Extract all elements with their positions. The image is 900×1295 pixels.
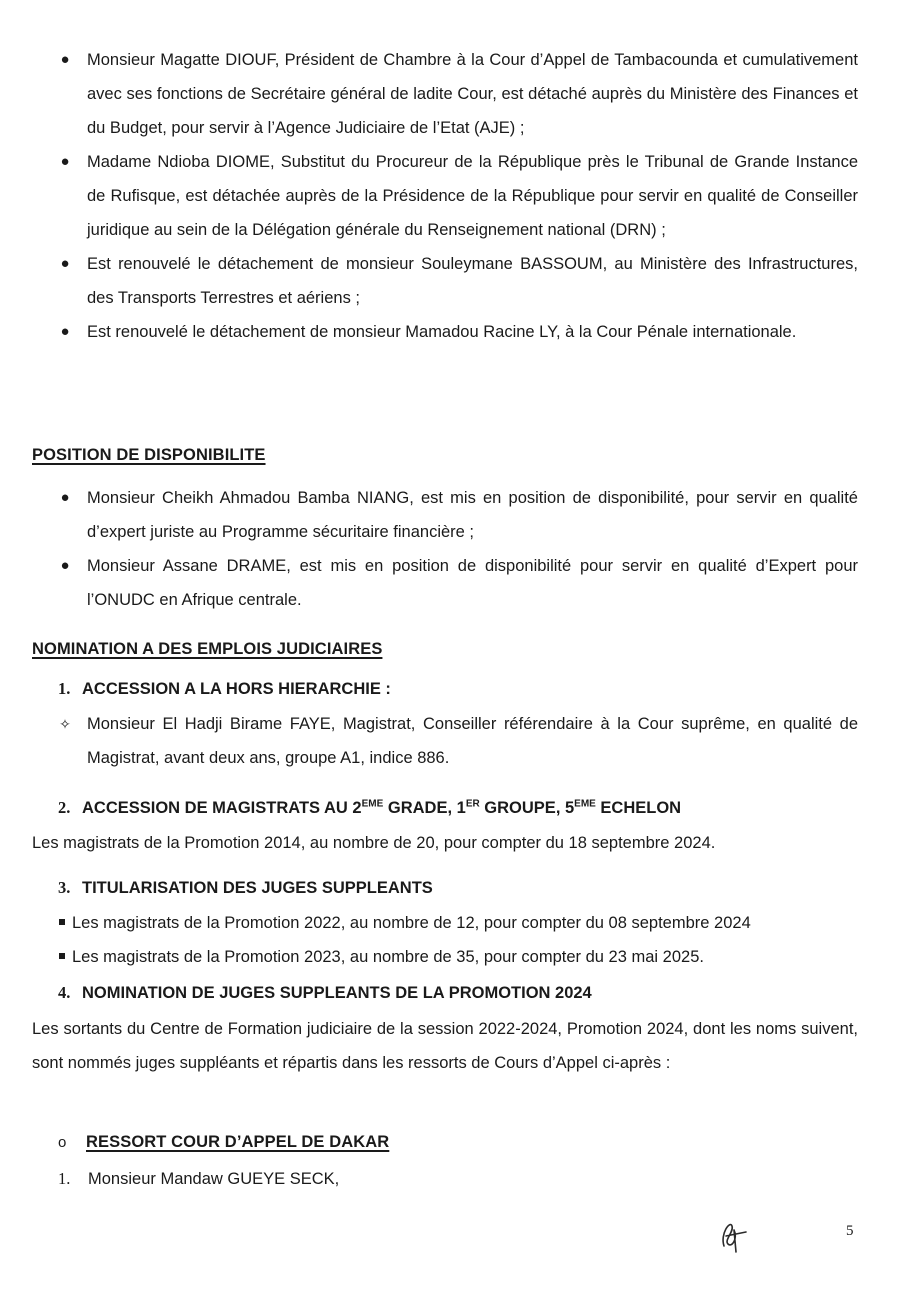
handwritten-paraph (712, 1214, 752, 1254)
subsection-title: TITULARISATION DES JUGES SUPPLEANTS (82, 879, 433, 897)
disponibilite-list (32, 481, 858, 617)
subsection-title: NOMINATION DE JUGES SUPPLEANTS DE LA PROMOTION 2024 (82, 984, 592, 1002)
list-item: ● Est renouvelé le détachement de monsieur Mamadou Racine LY, à la Cour Pénale internationale. (32, 315, 858, 349)
bullet-icon: ● (60, 557, 70, 574)
subsection-heading: 1. ACCESSION A LA HORS HIERARCHIE : (58, 679, 391, 698)
bullet-icon: ● (60, 51, 70, 68)
list-item: ● Monsieur Magatte DIOUF, Président de Chambre à la Cour d’Appel de Tambacounda et cumulativement avec ses fonctions de Secrétaire général de ladite Cour, est détaché auprès du Ministère des Finances et du Budget, pour servir à l’Agence Judiciaire de l’Etat (AJE) ; (32, 43, 858, 145)
subsection-heading: 2. ACCESSION DE MAGISTRATS AU 2EME GRADE, 1ER GROUPE, 5EME ECHELON (58, 797, 682, 817)
paragraph: Les magistrats de la Promotion 2014, au nombre de 20, pour compter du 18 septembre 2024. (32, 834, 716, 852)
ressort-heading (58, 1125, 858, 1160)
list-item: ✧ Monsieur El Hadji Birame FAYE, Magistrat, Conseiller référendaire à la Cour suprême, en qualité de Magistrat, avant deux ans, groupe A1, indice 886. (32, 707, 858, 775)
circle-bullet-icon: o (58, 1134, 67, 1151)
subsection-heading: 4. NOMINATION DE JUGES SUPPLEANTS DE LA PROMOTION 2024 (58, 983, 592, 1002)
bullet-icon: ● (60, 153, 70, 170)
list-item: ● Est renouvelé le détachement de monsieur Souleymane BASSOUM, au Ministère des Infrastructures, des Transports Terrestres et aériens ; (32, 247, 858, 315)
page-number: 5 (846, 1223, 854, 1239)
subsection-title: ACCESSION A LA HORS HIERARCHIE : (82, 680, 391, 698)
section-heading (32, 632, 858, 666)
nomination-title: NOMINATION A DES EMPLOIS JUDICIAIRES (32, 640, 383, 658)
ressort-title: RESSORT COUR D’APPEL DE DAKAR (86, 1133, 390, 1151)
disponibilite-title: POSITION DE DISPONIBILITE (32, 446, 266, 464)
list-item: 1. Monsieur Mandaw GUEYE SECK, (58, 1169, 340, 1188)
titularisation-list (59, 906, 859, 974)
bullet-icon: ● (60, 323, 70, 340)
bullet-icon: ● (60, 489, 70, 506)
square-bullet-icon (59, 919, 65, 925)
bullet-icon: ● (60, 255, 70, 272)
list-item: ● Madame Ndioba DIOME, Substitut du Procureur de la République près le Tribunal de Grande Instance de Rufisque, est détachée auprès de la Présidence de la République pour servir en qualité de Conseiller juridique au sein de la Délégation générale du Renseignement national (DRN) ; (32, 145, 858, 247)
detachement-list (32, 43, 858, 349)
subsection-heading: 3. TITULARISATION DES JUGES SUPPLEANTS (58, 878, 433, 897)
diamond-bullet-icon: ✧ (59, 716, 71, 732)
list-item: ● Monsieur Cheikh Ahmadou Bamba NIANG, est mis en position de disponibilité, pour servir en qualité d’expert juriste au Programme sécuritaire financière ; (32, 481, 858, 549)
accession-list (32, 707, 858, 775)
list-item: Les magistrats de la Promotion 2022, au nombre de 12, pour compter du 08 septembre 2024 (59, 906, 859, 940)
list-item: ● Monsieur Assane DRAME, est mis en position de disponibilité pour servir en qualité d’Expert pour l’ONUDC en Afrique centrale. (32, 549, 858, 617)
section-heading (32, 438, 858, 472)
paragraph: Les sortants du Centre de Formation judiciaire de la session 2022-2024, Promotion 2024, dont les noms suivent, sont nommés juges suppléants et répartis dans les ressorts de Cours d’Appel ci-après : (32, 1020, 858, 1072)
subsection-title: ACCESSION DE MAGISTRATS AU 2EME GRADE, 1ER GROUPE, 5EME ECHELON (82, 798, 682, 817)
list-item: Les magistrats de la Promotion 2023, au nombre de 35, pour compter du 23 mai 2025. (59, 940, 859, 974)
square-bullet-icon (59, 953, 65, 959)
